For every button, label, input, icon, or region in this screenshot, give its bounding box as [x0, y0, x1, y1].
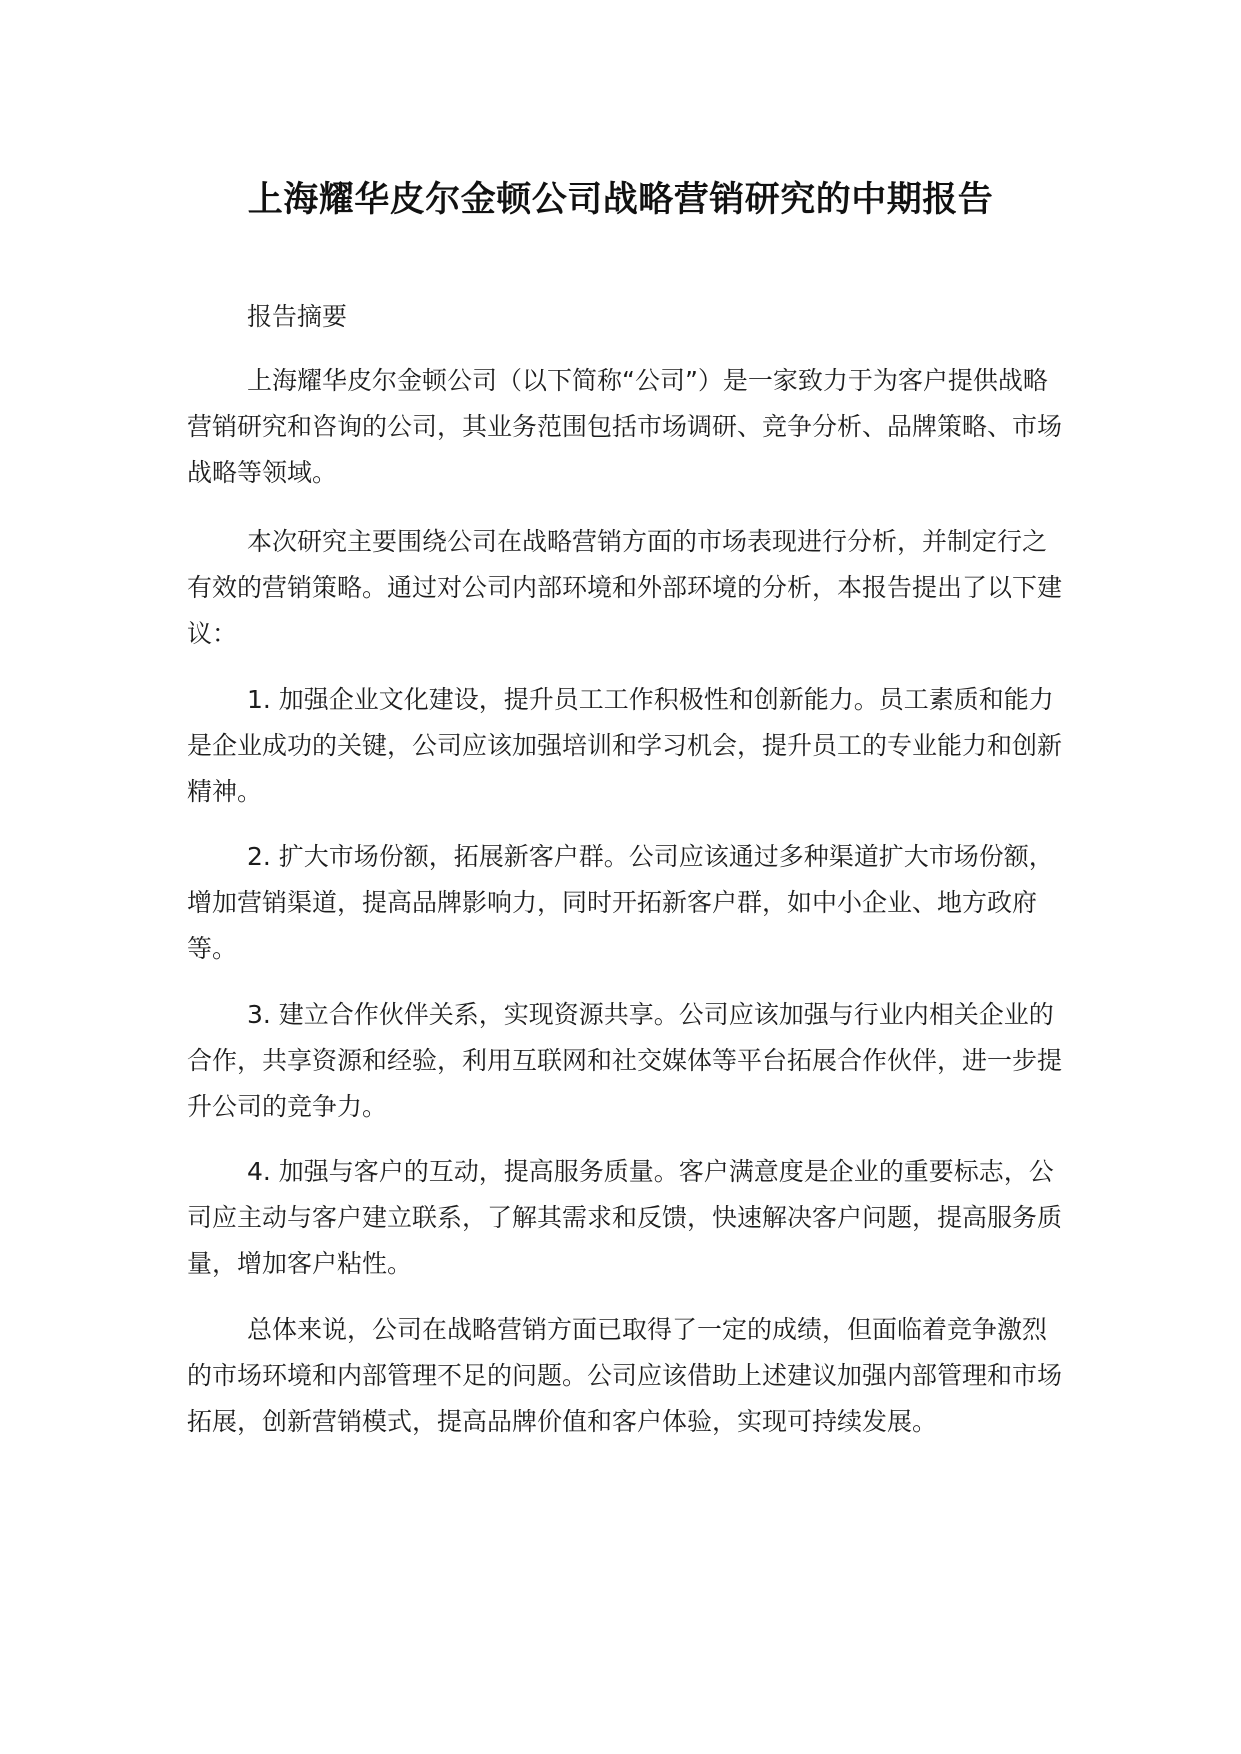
summary-heading: 报告摘要	[247, 302, 348, 331]
conclusion-paragraph: 总体来说，公司在战略营销方面已取得了一定的成绩，但面临着竞争激烈的市场环境和内部管理不足的问题。公司应该借助上述建议加强内部管理和市场拓展，创新营销模式，提高品牌价值和客户体验，实现可持续发展。	[187, 1315, 1063, 1436]
recommendation-item: 1. 加强企业文化建设，提升员工工作积极性和创新能力。员工素质和能力是企业成功的关键，公司应该加强培训和学习机会，提升员工的专业能力和创新精神。	[187, 685, 1063, 806]
recommendation-item: 2. 扩大市场份额，拓展新客户群。公司应该通过多种渠道扩大市场份额，增加营销渠道，提高品牌影响力，同时开拓新客户群，如中小企业、地方政府等。	[187, 842, 1054, 963]
research-paragraph: 本次研究主要围绕公司在战略营销方面的市场表现进行分析，并制定行之有效的营销策略。通过对公司内部环境和外部环境的分析，本报告提出了以下建议：	[187, 527, 1063, 648]
recommendation-item: 4. 加强与客户的互动，提高服务质量。客户满意度是企业的重要标志，公司应主动与客户建立联系，了解其需求和反馈，快速解决客户问题，提高服务质量，增加客户粘性。	[187, 1157, 1063, 1278]
recommendation-item: 3. 建立合作伙伴关系，实现资源共享。公司应该加强与行业内相关企业的合作，共享资源和经验，利用互联网和社交媒体等平台拓展合作伙伴，进一步提升公司的竞争力。	[187, 1000, 1063, 1121]
intro-paragraph: 上海耀华皮尔金顿公司（以下简称“公司”）是一家致力于为客户提供战略营销研究和咨询的公司，其业务范围包括市场调研、竞争分析、品牌策略、市场战略等领域。	[187, 366, 1063, 487]
document-title: 上海耀华皮尔金顿公司战略营销研究的中期报告	[247, 180, 994, 220]
